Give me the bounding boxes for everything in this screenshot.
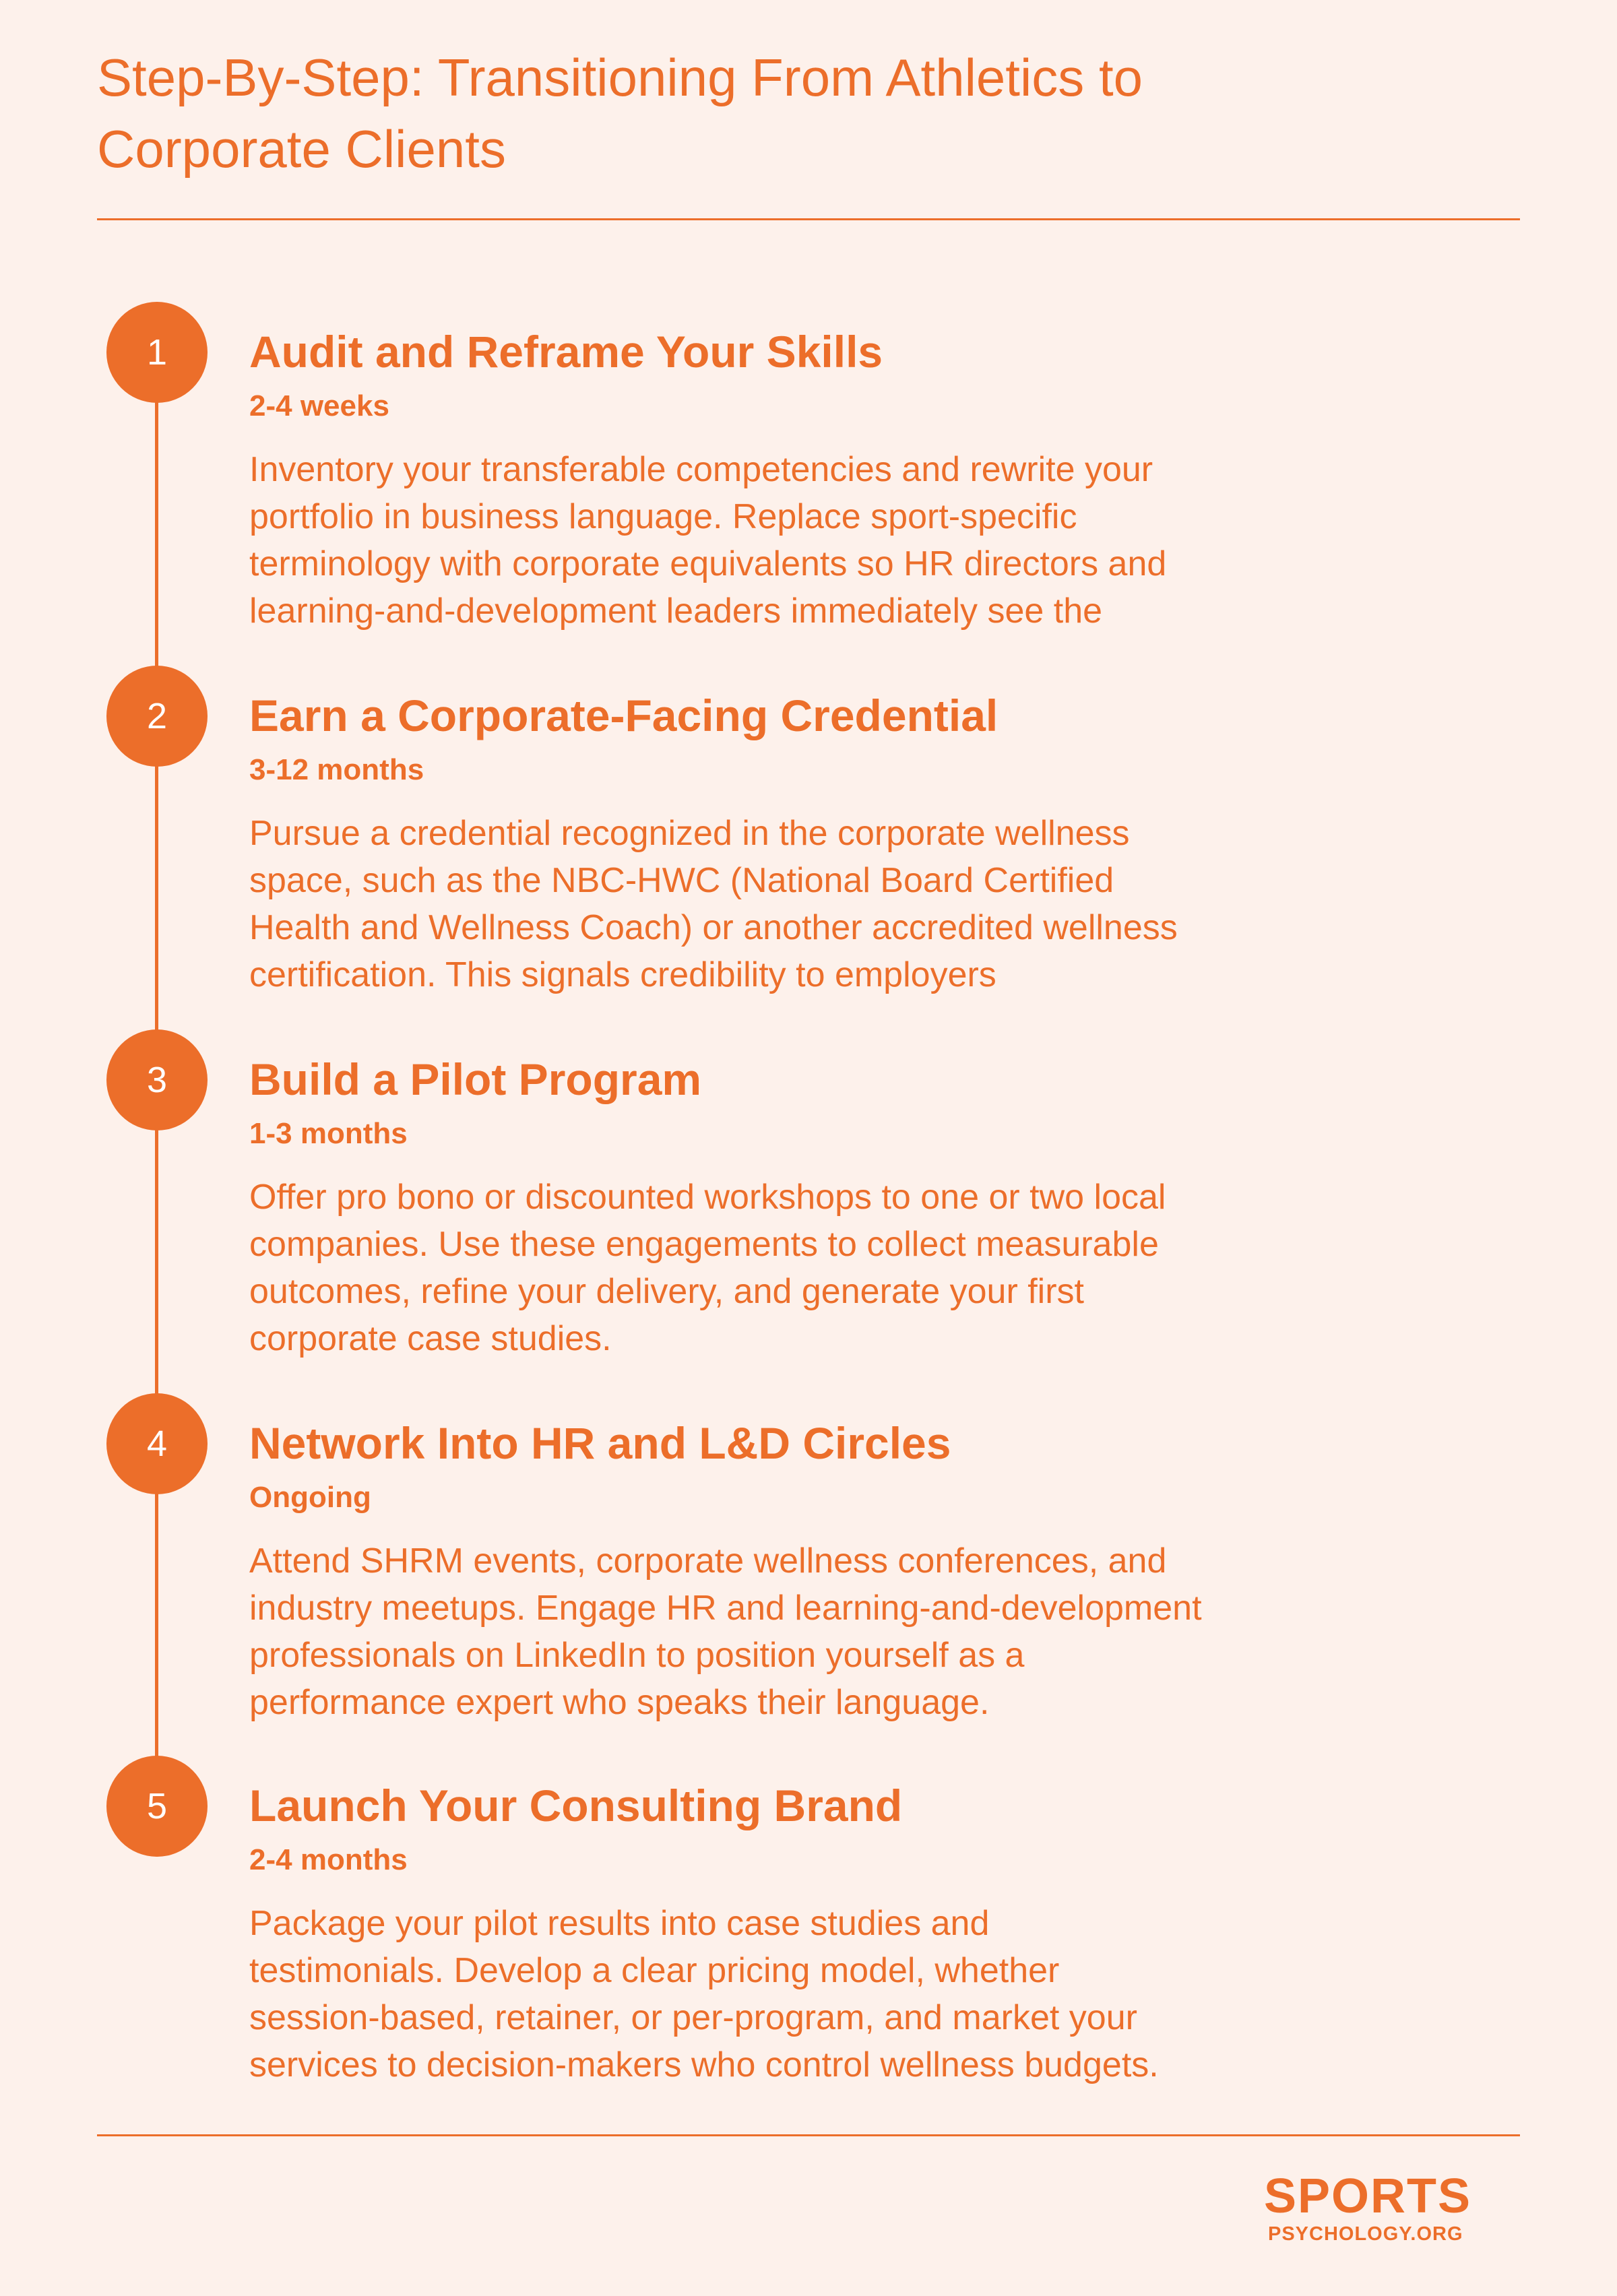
description-line: outcomes, refine your delivery, and generate your first [249,1272,1084,1311]
step-number-badge: 1 [106,302,208,403]
description-line: performance expert who speaks their language. [249,1683,990,1722]
step-duration: 2-4 weeks [249,389,389,422]
step-duration: 1-3 months [249,1117,408,1150]
step-duration: 3-12 months [249,753,424,786]
step-duration: 2-4 months [249,1843,408,1876]
sportspsychology-logo [1264,2171,1507,2258]
page-title [97,42,1445,185]
description-line: Pursue a credential recognized in the corporate wellness [249,814,1130,853]
top-divider [97,218,1520,220]
bottom-divider [97,2134,1520,2136]
description-line: Attend SHRM events, corporate wellness conferences, and [249,1541,1167,1581]
description-line: space, such as the NBC-HWC (National Board Certified [249,861,1114,900]
description-line: Package your pilot results into case studies and [249,1904,990,1943]
step-number-badge: 3 [106,1029,208,1130]
step-description [249,1537,1327,1726]
step-duration: Ongoing [249,1481,371,1514]
step-title: Earn a Corporate-Facing Credential [249,691,998,740]
step-number-badge: 5 [106,1756,208,1857]
step-title: Launch Your Consulting Brand [249,1781,903,1830]
description-line: terminology with corporate equivalents so HR directors and [249,544,1167,583]
step-number-badge: 4 [106,1393,208,1494]
step-description [249,1174,1327,1362]
title-line-1: Step-By-Step: Transitioning From Athletics to [97,48,1143,107]
description-line: learning-and-development leaders immediately see the [249,592,1103,631]
description-line: corporate case studies. [249,1319,612,1358]
description-line: industry meetups. Engage HR and learning-and-development [249,1589,1202,1628]
step-description [249,1900,1327,2088]
step-number-badge: 2 [106,666,208,767]
description-line: testimonials. Develop a clear pricing model, whether [249,1951,1060,1990]
description-line: Offer pro bono or discounted workshops to one or two local [249,1178,1166,1217]
title-line-2: Corporate Clients [97,119,506,179]
logo-subtext: PSYCHOLOGY.ORG [1268,2223,1463,2245]
step-title: Build a Pilot Program [249,1054,702,1104]
description-line: certification. This signals credibility to employers [249,955,996,994]
step-title: Audit and Reframe Your Skills [249,327,883,377]
step-title: Network Into HR and L&D Circles [249,1418,951,1468]
logo-wordmark: SPORTS [1264,2169,1472,2223]
description-line: companies. Use these engagements to collect measurable [249,1225,1159,1264]
step-description [249,810,1327,998]
step-description [249,446,1327,635]
description-line: Health and Wellness Coach) or another accredited wellness [249,908,1178,947]
description-line: services to decision-makers who control wellness budgets. [249,2045,1159,2084]
description-line: session-based, retainer, or per-program, and market your [249,1998,1137,2037]
description-line: portfolio in business language. Replace sport-specific [249,497,1077,536]
description-line: professionals on LinkedIn to position yourself as a [249,1636,1025,1675]
description-line: Inventory your transferable competencies and rewrite your [249,450,1153,489]
